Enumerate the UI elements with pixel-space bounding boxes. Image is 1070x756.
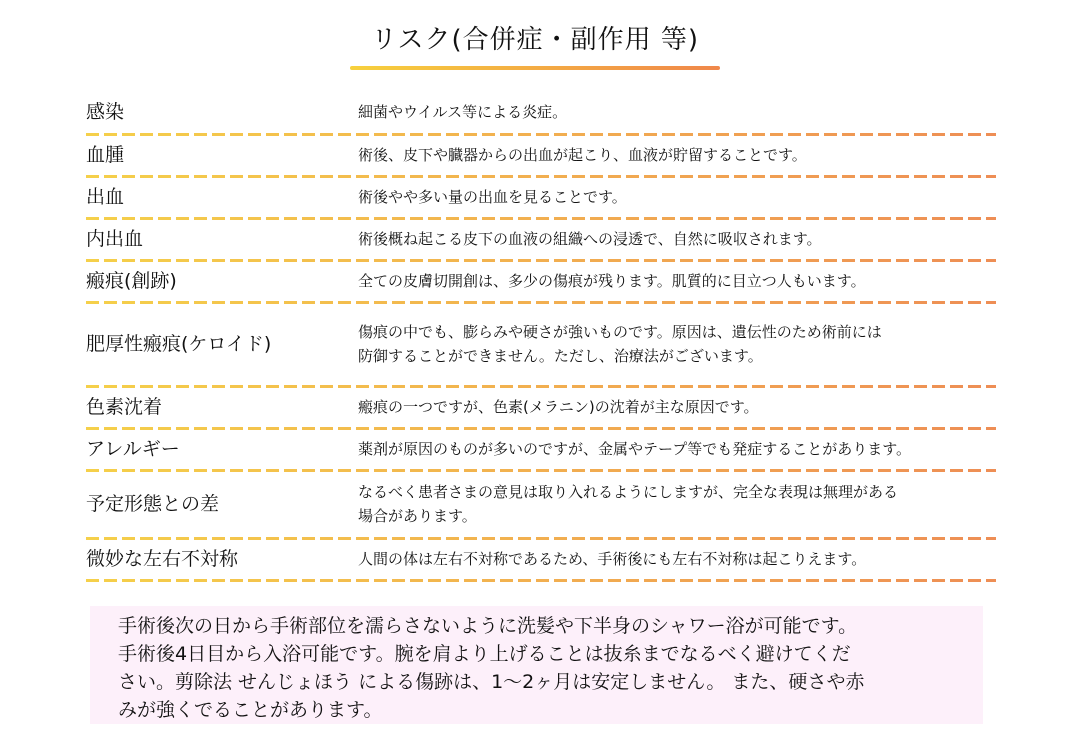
- aftercare-note: [90, 606, 983, 724]
- risk-row: [86, 430, 996, 472]
- risk-row: [86, 540, 996, 582]
- risk-name: 微妙な左右不対称: [86, 548, 239, 570]
- note-line: 手術後次の日から手術部位を濡らさないように洗髪や下半身のシャワー浴が可能です。: [118, 615, 858, 637]
- row-separator: [86, 579, 996, 582]
- risk-name: 肥厚性瘢痕(ケロイド): [86, 333, 272, 355]
- risk-description: なるべく患者さまの意見は取り入れるようにしますが、完全な表現は無理がある 場合があります。: [358, 483, 899, 525]
- risk-row: [86, 220, 996, 262]
- risk-description: 傷痕の中でも、膨らみや硬さが強いものです。原因は、遺伝性のため術前には 防御することができません。ただし、治療法がございます。: [358, 323, 882, 365]
- risk-name: 出血: [86, 186, 125, 208]
- risk-row: [86, 92, 996, 136]
- title-underline: [350, 66, 720, 70]
- risk-row: [86, 136, 996, 178]
- risk-row: [86, 178, 996, 220]
- risk-name: アレルギー: [86, 438, 180, 460]
- risk-name: 内出血: [86, 228, 144, 250]
- risk-name: 色素沈着: [86, 396, 163, 418]
- risk-table: [86, 92, 996, 582]
- page-title: リスク(合併症・副作用 等): [370, 25, 700, 55]
- risk-name: 血腫: [86, 144, 125, 166]
- risk-name: 予定形態との差: [86, 493, 220, 515]
- risk-name: 瘢痕(創跡): [86, 270, 177, 292]
- risk-description: 術後やや多い量の出血を見ることです。: [358, 188, 627, 206]
- risk-row: [86, 472, 996, 540]
- note-line: みが強くでることがあります。: [118, 699, 383, 721]
- note-line: 手術後4日目から入浴可能です。腕を肩より上げることは抜糸までなるべく避けてくだ: [118, 643, 851, 665]
- risk-description: 術後、皮下や臓器からの出血が起こり、血液が貯留することです。: [358, 146, 807, 164]
- risk-row: [86, 388, 996, 430]
- risk-name: 感染: [86, 101, 125, 123]
- note-line: さい。剪除法 せんじょほう による傷跡は、1〜2ヶ月は安定しません。 また、硬さや赤: [118, 671, 865, 693]
- risk-row: [86, 304, 996, 388]
- risk-description: 瘢痕の一つですが、色素(メラニン)の沈着が主な原因です。: [358, 398, 759, 416]
- risk-row: [86, 262, 996, 304]
- risk-description: 人間の体は左右不対称であるため、手術後にも左右不対称は起こりえます。: [358, 550, 867, 568]
- risk-description: 全ての皮膚切開創は、多少の傷痕が残ります。肌質的に目立つ人もいます。: [358, 272, 866, 290]
- risk-description: 薬剤が原因のものが多いのですが、金属やテープ等でも発症することがあります。: [358, 440, 912, 458]
- risk-description: 術後概ね起こる皮下の血液の組織への浸透で、自然に吸収されます。: [358, 230, 822, 248]
- risk-description: 細菌やウイルス等による炎症。: [358, 103, 568, 121]
